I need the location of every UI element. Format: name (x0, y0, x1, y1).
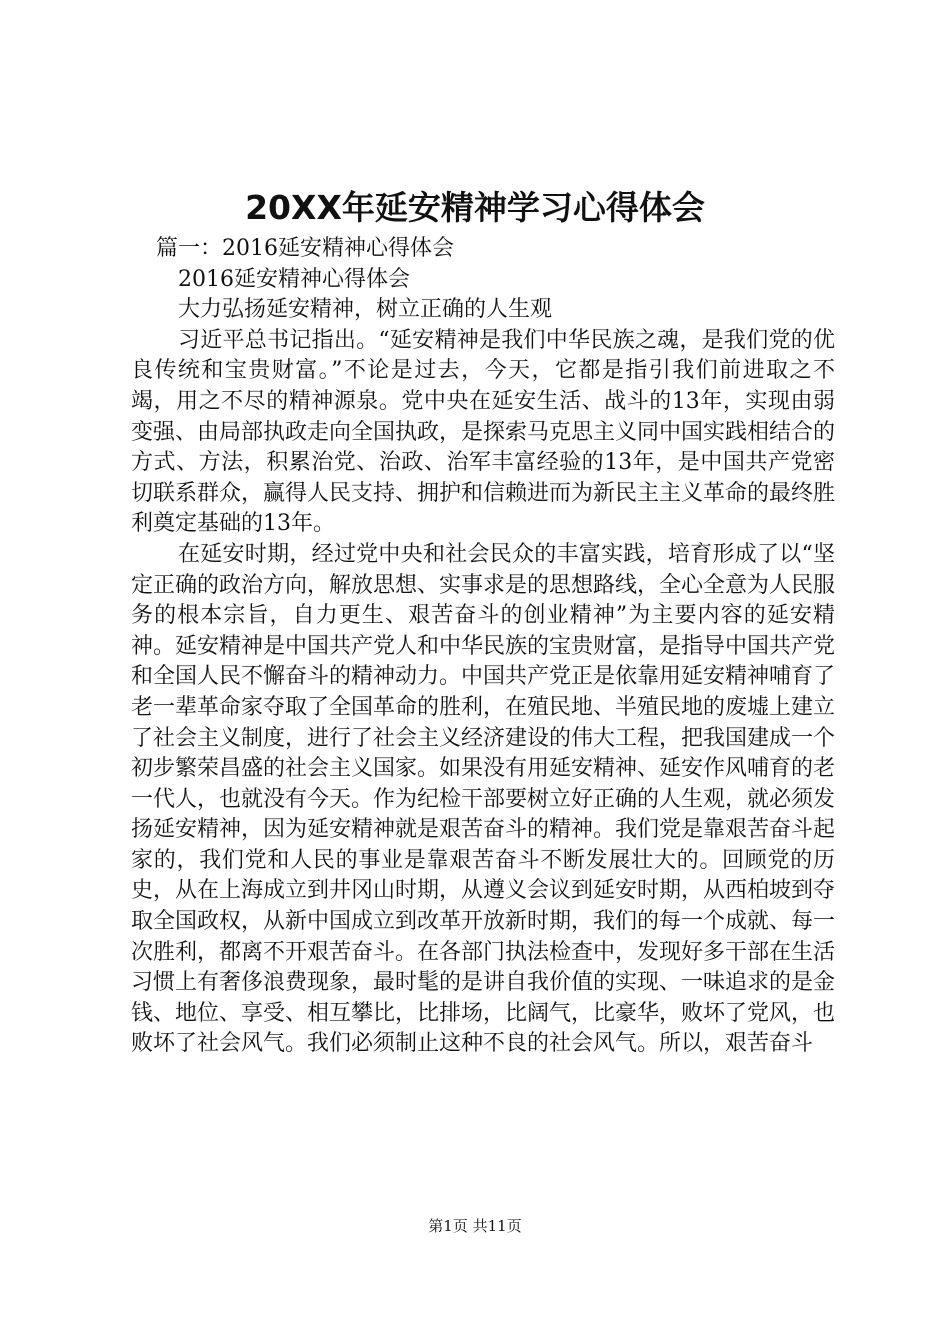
theme-line: 大力弘扬延安精神，树立正确的人生观 (178, 297, 553, 323)
section-heading: 篇一：2016延安精神心得体会 (156, 236, 454, 261)
document-body (131, 234, 835, 1060)
page-number-footer: 第1页 共11页 (428, 1217, 522, 1235)
document-subtitle: 2016延安精神心得体会 (178, 266, 410, 292)
body-paragraph: 在延安时期，经过党中央和社会民众的丰富实践，培育形成了以“坚定正确的政治方向，解放思想、实事求是的思想路线，全心全意为人民服务的根本宗旨，自力更生、艰苦奋斗的创业精神”为主要内容的延安精神。延安精神是中国共产党人和中华民族的宝贵财富，是指导中国共产党和全国人民不懈奋斗的精神动力。中国共产党正是依靠用延安精神哺育了老一辈革命家夺取了全国革命的胜利，在殖民地、半殖民地的废墟上建立了社会主义制度，进行了社会主义经济建设的伟大工程，把我国建成一个初步繁荣昌盛的社会主义国家。如果没有用延安精神、延安作风哺育的老一代人，也就没有今天。作为纪检干部要树立好正确的人生观，就必须发扬延安精神，因为延安精神就是艰苦奋斗的精神。我们党是靠艰苦奋斗起家的，我们党和人民的事业是靠艰苦奋斗不断发展壮大的。回顾党的历史，从在上海成立到井冈山时期，从遵义会议到延安时期，从西柏坡到夺取全国政权，从新中国成立到改革开放新时期，我们的每一个成就、每一次胜利，都离不开艰苦奋斗。在各部门执法检查中，发现好多干部在生活习惯上有奢侈浪费现象，最时髦的是讲自我价值的实现、一味追求的是金钱、地位、享受、相互攀比，比排场，比阔气，比豪华，败坏了党风，也败坏了社会风气。我们必须制止这种不良的社会风气。所以，艰苦奋斗 (131, 541, 836, 1057)
body-paragraph: 习近平总书记指出。“延安精神是我们中华民族之魂，是我们党的优良传统和宝贵财富。”不论是过去，今天，它都是指引我们前进取之不竭，用之不尽的精神源泉。党中央在延安生活、战斗的13年，实现由弱变强、由局部执政走向全国执政，是探索马克思主义同中国实践相结合的方式、方法，积累治党、治政、治军丰富经验的13年，是中国共产党密切联系群众，赢得人民支持、拥护和信赖进而为新民主主义革命的最终胜利奠定基础的13年。 (131, 327, 836, 537)
document-title: 20XX年延安精神学习心得体会 (245, 188, 705, 227)
